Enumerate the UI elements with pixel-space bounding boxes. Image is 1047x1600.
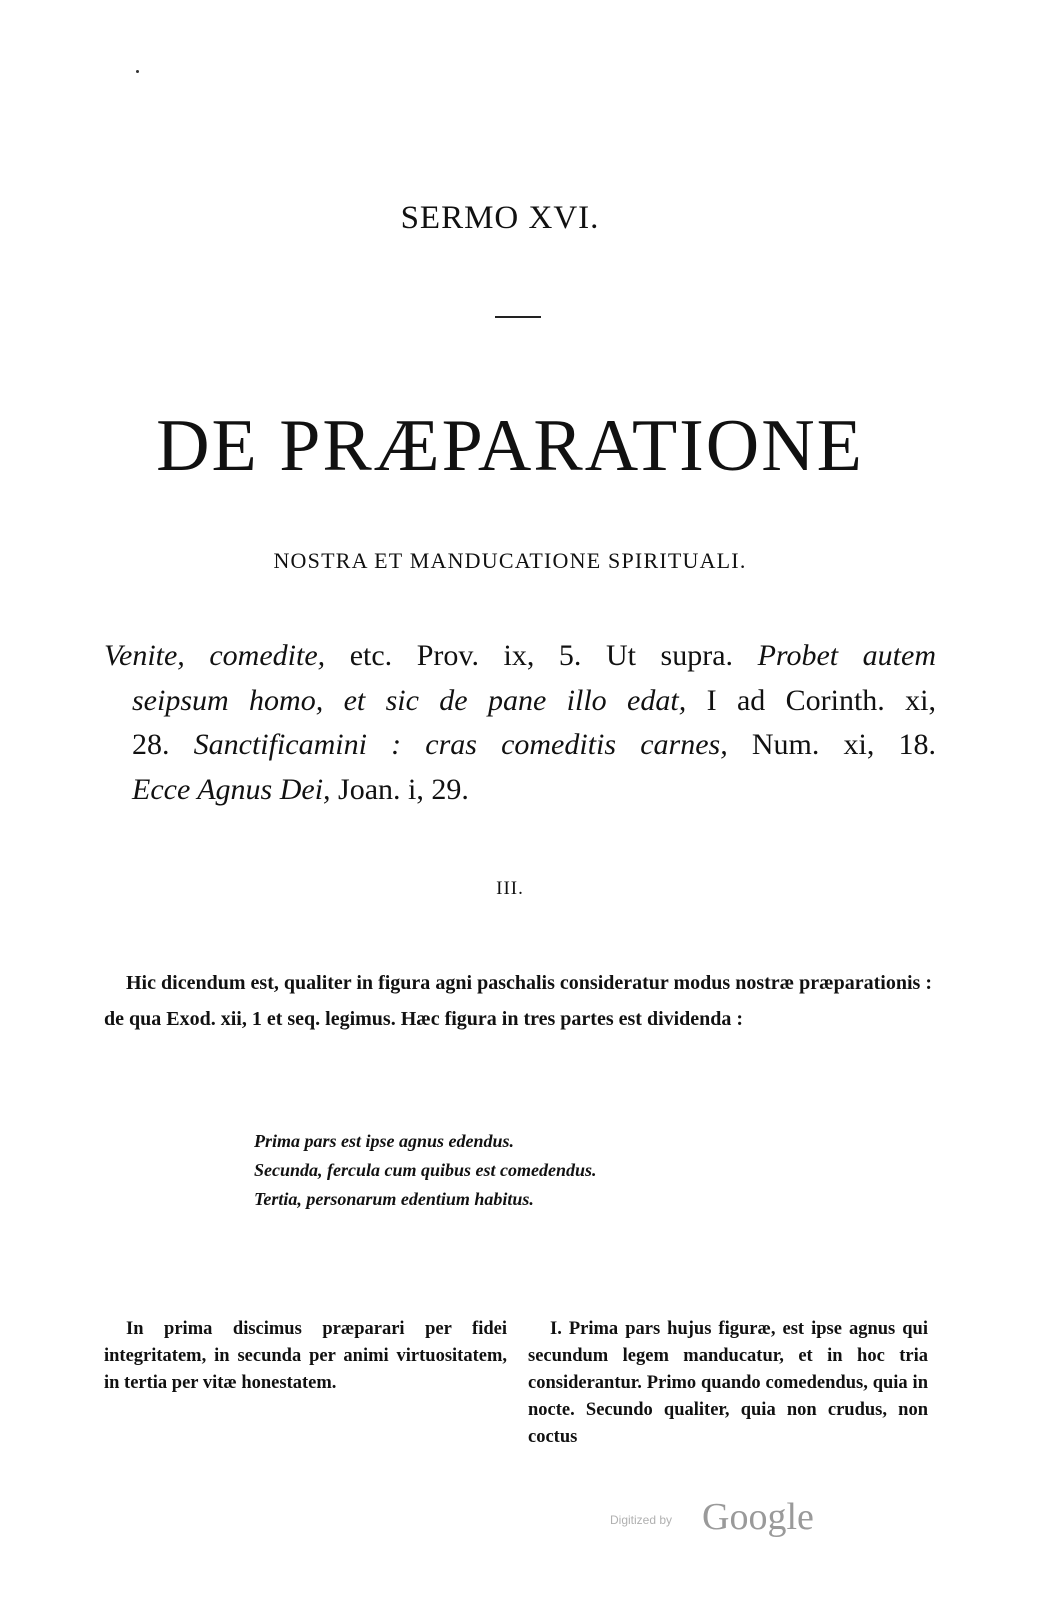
page-subtitle: NOSTRA ET MANDUCATIONE SPIRITUALI. bbox=[273, 548, 747, 573]
epigraph-reference: I ad Corinth. xi, bbox=[686, 683, 937, 717]
epigraph-reference: Joan. i, 29. bbox=[330, 772, 469, 806]
part-item: Secunda, fercula cum quibus est comedendus. bbox=[254, 1160, 597, 1180]
left-column bbox=[104, 1316, 507, 1397]
epigraph-quote: seipsum homo, et sic de pane illo edat, bbox=[132, 683, 687, 717]
epigraph bbox=[104, 634, 936, 812]
epigraph-line bbox=[104, 768, 936, 813]
intro-paragraph bbox=[104, 965, 932, 1037]
title-rule bbox=[495, 316, 541, 318]
epigraph-reference: etc. Prov. ix, 5. Ut supra. bbox=[325, 639, 758, 672]
epigraph-line bbox=[104, 723, 936, 768]
part-item: Prima pars est ipse agnus edendus. bbox=[254, 1131, 515, 1151]
epigraph-quote: Probet autem bbox=[757, 639, 936, 672]
digitized-watermark bbox=[610, 1495, 840, 1545]
section-number: III. bbox=[496, 878, 524, 899]
part-item: Tertia, personarum edentium habitus. bbox=[254, 1189, 534, 1209]
epigraph-reference: Num. xi, 18. bbox=[727, 728, 937, 761]
digitized-label: Digitized by bbox=[610, 1513, 673, 1527]
right-column bbox=[528, 1316, 928, 1451]
left-column-text: In prima discimus præparari per fidei integritatem, in secunda per animi virtuositatem, in tertia per vitæ honestatem. bbox=[104, 1319, 507, 1393]
google-logo: Google bbox=[702, 1496, 814, 1538]
sermon-number: SERMO XVI. bbox=[400, 200, 600, 236]
right-column-text: I. Prima pars hujus figuræ, est ipse agnus qui secundum legem manducatur, et in hoc tria considerantur. Primo quando comedendus, quia in nocte. Secundo qualiter, quia non crudus, non coctus bbox=[528, 1319, 928, 1447]
stray-mark bbox=[136, 70, 139, 73]
epigraph-quote: Venite, comedite, bbox=[104, 639, 326, 672]
epigraph-line bbox=[104, 679, 936, 724]
epigraph-line bbox=[104, 634, 936, 679]
page-title: DE PRÆPARATIONE bbox=[156, 405, 864, 487]
epigraph-quote: Ecce Agnus Dei, bbox=[132, 772, 331, 806]
epigraph-reference: 28. bbox=[132, 728, 194, 761]
intro-text: Hic dicendum est, qualiter in figura agni paschalis consideratur modus nostræ præparationis : de qua Exod. xii, 1 et seq. legimus. Hæc figura in tres partes est dividenda : bbox=[104, 972, 932, 1030]
epigraph-quote: Sanctificamini : cras comeditis carnes, bbox=[193, 728, 728, 761]
parts-list bbox=[254, 1127, 774, 1214]
